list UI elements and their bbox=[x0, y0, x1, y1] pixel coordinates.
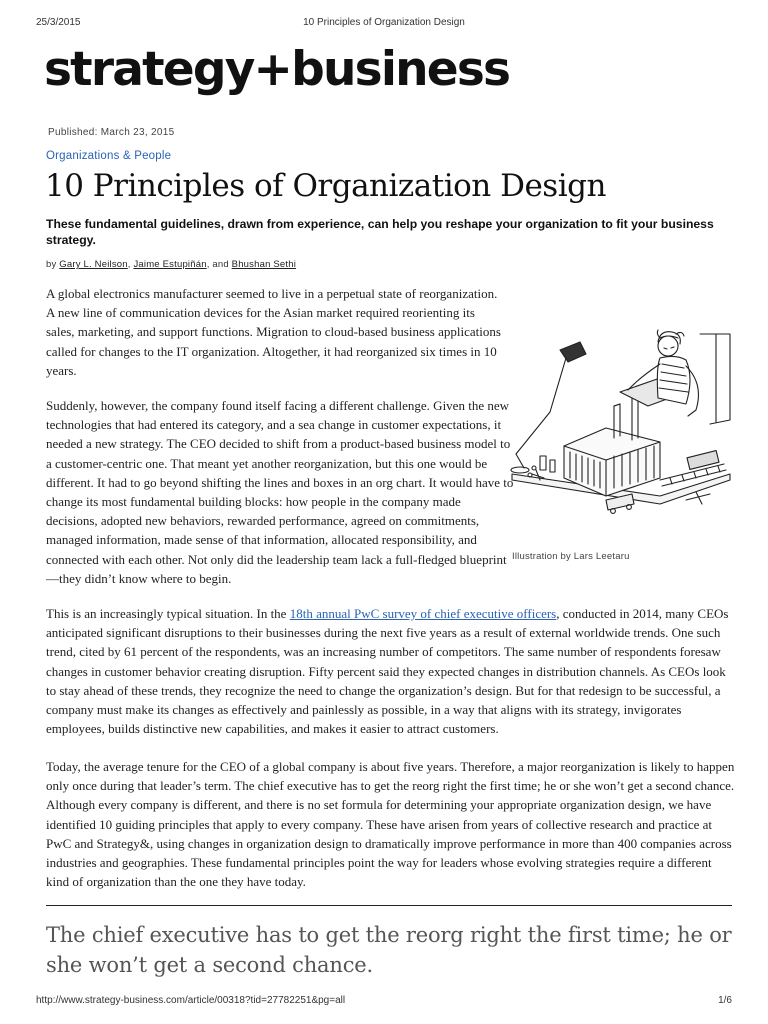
author-link-neilson[interactable]: Gary L. Neilson bbox=[59, 259, 128, 270]
byline-prefix: by bbox=[46, 259, 60, 270]
paragraph-3-text-after: , conducted in 2014, many CEOs anticipated significant disruptions to their businesses during the next five years as a result of external worldwide trends. One such trend, cited by 61 percent of the respondents, was an increasing number of competitors. The same number of respondents foresaw changes in customer behavior creating disruption. Fifty percent said they expected changes in distribution channels. As CEOs look to stay ahead of these trends, they recognize the need to change the organization’s design. But for that redesign to be successful, a company must make its changes as effectively and painlessly as possible, in a way that aligns with its strategy, invigorates employees, builds distinctive new capabilities, and makes it easier to attract customers. bbox=[46, 606, 729, 737]
print-page-number: 1/6 bbox=[718, 995, 732, 1006]
body-paragraph-1: A global electronics manufacturer seemed to live in a perpetual state of reorganization. A new line of communication devices for the Asian market required reorienting its sales, marketing, and support functions. Migration to cloud-based business applications called for changes to the IT organization. Altogether, it had reorganized six times in 10 years. bbox=[46, 286, 501, 378]
site-logo[interactable]: strategy+business bbox=[44, 42, 510, 97]
illustration-caption: Illustration by Lars Leetaru bbox=[512, 551, 630, 562]
article-dek: These fundamental guidelines, drawn from experience, can help you reshape your organization to fit your business strategy. bbox=[46, 217, 714, 247]
article-title: 10 Principles of Organization Design bbox=[45, 168, 606, 204]
print-header bbox=[36, 17, 732, 31]
pwc-survey-link[interactable]: 18th annual PwC survey of chief executive officers bbox=[289, 606, 557, 621]
print-url: http://www.strategy-business.com/article/00318?tid=27782251&pg=all bbox=[36, 995, 346, 1006]
byline-separator: , bbox=[127, 259, 134, 270]
body-paragraph-2: Suddenly, however, the company found itself facing a different challenge. Given the new technologies that had entered its category, and a sea change in customer expectations, it needed a new strategy. The CEO decided to shift from a product-based business model to a customer-centric one. That meant yet another reorganization, but this one would be different. It had to go beyond shifting the lines and boxes in an org chart. It would have to change its most fundamental building blocks: how people in the company made decisions, adopted new behaviors, rewarded performance, agreed on commitments, managed information, made sense of that information, allocated responsibility, and connected with each other. Not only did the leadership team lack a full-fledged blueprint—they didn’t know where to begin. bbox=[46, 398, 514, 586]
paragraph-3-text-before: This is an increasingly typical situation. In the bbox=[46, 606, 290, 621]
pullquote: The chief executive has to get the reorg right the first time; he or she won’t get a second chance. bbox=[46, 923, 732, 977]
body-paragraph-3 bbox=[46, 604, 736, 738]
author-link-sethi[interactable]: Bhushan Sethi bbox=[231, 259, 297, 270]
author-link-estupinan[interactable]: Jaime Estupiñán bbox=[133, 259, 207, 270]
print-title: 10 Principles of Organization Design bbox=[303, 17, 465, 28]
published-date: Published: March 23, 2015 bbox=[48, 127, 175, 138]
print-date: 25/3/2015 bbox=[36, 17, 81, 28]
byline-separator: , and bbox=[206, 259, 232, 270]
body-paragraph-4: Today, the average tenure for the CEO of a global company is about five years. Therefore, a major reorganization is likely to happen only once during that leader’s term. The chief executive has to get the reorg right the first time; he or she won’t get a second chance. Although every company is different, and there is no set formula for determining your appropriate organization design, we have identified 10 guiding principles that apply to every company. These have arisen from years of collective research and practice at PwC and Strategy&, using changes in organization design to dramatically improve performance in more than 400 companies across industries and geographies. These fundamental principles point the way for leaders whose evolving strategies require a different kind of organization than the one they have today. bbox=[46, 759, 735, 890]
pullquote-divider bbox=[46, 905, 732, 906]
byline bbox=[46, 259, 296, 270]
article-illustration bbox=[510, 328, 732, 520]
print-footer bbox=[36, 995, 732, 1009]
section-link[interactable]: Organizations & People bbox=[46, 150, 172, 162]
